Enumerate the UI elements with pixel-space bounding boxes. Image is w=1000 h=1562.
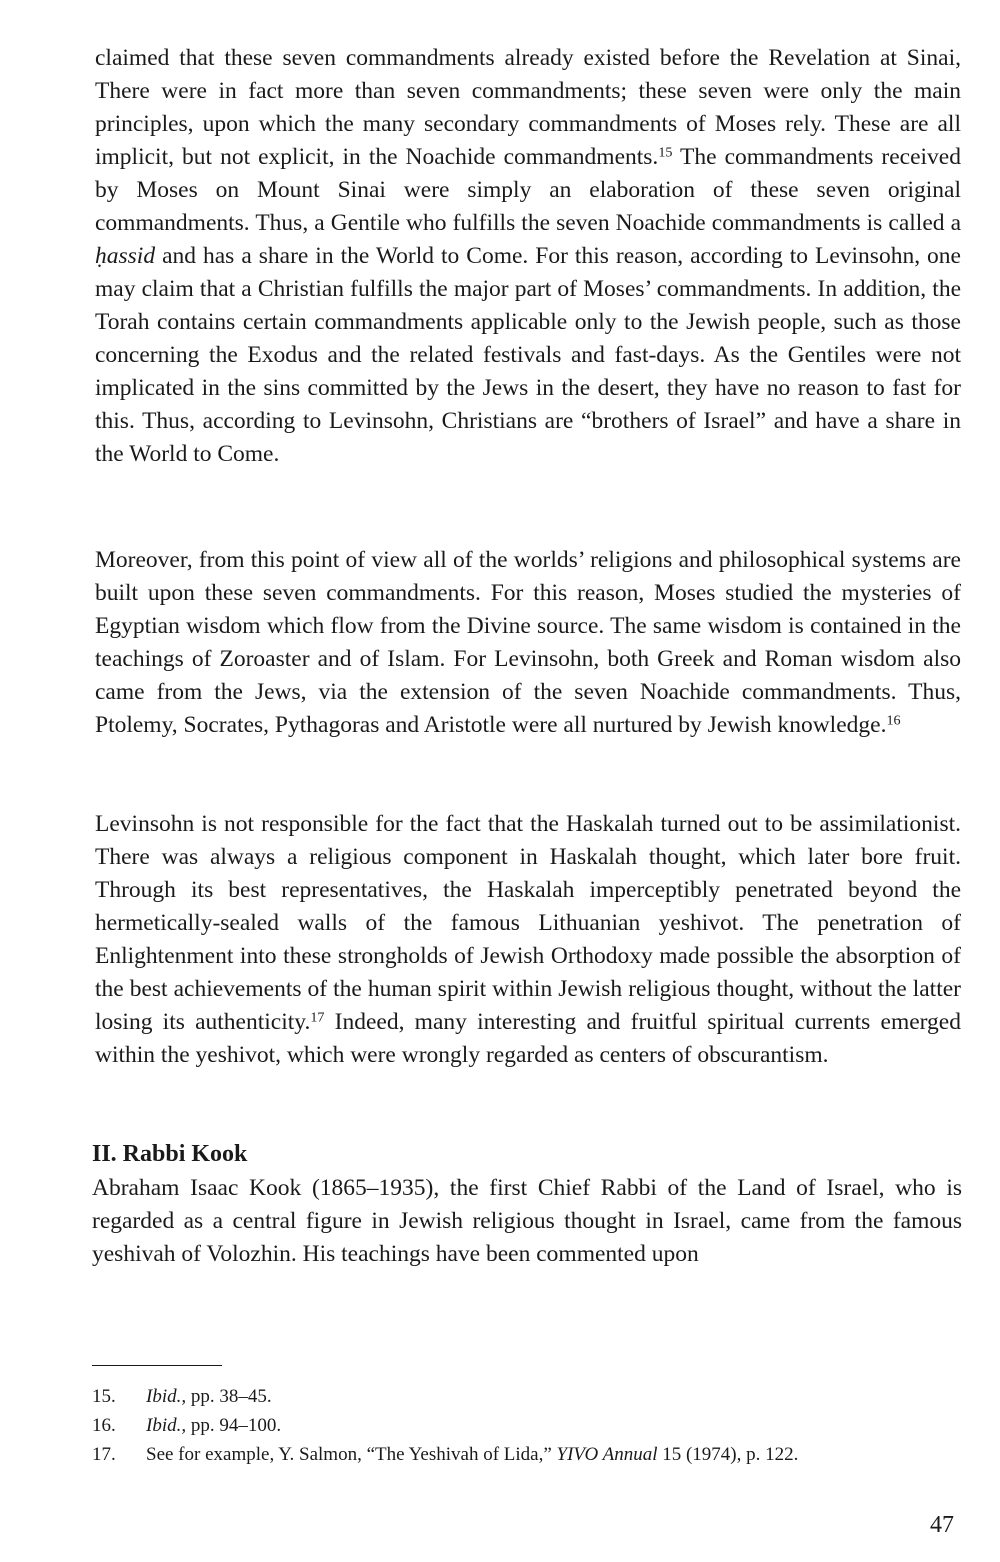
text-run: Levinsohn is not responsible for the fact that the Haskalah turned out to be assimilationist. There was always a religious component in Haskalah thought, which later bore fruit. Through its best representatives, the Haskalah imperceptibly penetrated beyond the hermetically-sealed walls of the famous Lithuanian yeshivot. The penetration of Enlightenment into these strongholds of Jewish Orthodoxy made possible the absorption of the best achievements of the human spirit within Jewish religious thought, without the latter losing its authenticity. [95,811,961,1035]
footnote-reference: 15 [658,144,673,161]
footnote-16 [92,1411,962,1440]
text-run: Indeed, many interesting and fruitful spiritual currents emerged within the yeshivot, which were wrongly regarded as centers of obscurantism. [95,1009,961,1068]
footnotes [92,1382,962,1469]
body-paragraph-3 [95,808,961,1072]
text-run: The commandments received by Moses on Mount Sinai were simply an elaboration of these seven original commandments. Thus, a Gentile who fulfills the seven Noachide commandments is called a [95,144,961,236]
footnote-reference: 17 [310,1009,325,1026]
section-heading: II. Rabbi Kook [92,1141,248,1167]
italic-text: YIVO Annual [556,1444,658,1465]
text-run: Moreover, from this point of view all of the worlds’ religions and philosophical systems are built upon these seven commandments. For this reason, Moses studied the mysteries of Egyptian wisdom which flow from the Divine source. The same wisdom is contained in the teachings of Zoroaster and of Islam. For Levinsohn, both Greek and Roman wisdom also came from the Jews, via the extension of the seven Noachide commandments. Thus, Ptolemy, Socrates, Pythagoras and Aristotle were all nurtured by Jewish knowledge. [95,547,961,738]
body-paragraph-1 [95,42,961,471]
text-run: and has a share in the World to Come. For this reason, according to Levinsohn, one may claim that a Christian fulfills the major part of Moses’ commandments. In addition, the Torah contains certain commandments applicable only to the Jewish people, such as those concerning the Exodus and the related festivals and fast-days. As the Gentiles were not implicated in the sins committed by the Jews in the desert, they have no reason to fast for this. Thus, according to Levinsohn, Christians are “brothers of Israel” and have a share in the World to Come. [95,243,961,467]
footnote-number: 17. [92,1444,116,1465]
page-number: 47 [930,1512,954,1538]
text-run: 15 (1974), p. 122. [657,1444,799,1465]
italic-text: Ibid., [146,1386,187,1407]
footnote-number: 16. [92,1415,116,1436]
footnote-17 [92,1440,962,1469]
footnote-text [146,1382,962,1411]
italic-text: Ibid., [146,1415,187,1436]
text-run: See for example, Y. Salmon, “The Yeshivah of Lida,” [146,1444,557,1465]
italic-text: ḥassid [95,243,156,269]
footnote-divider [92,1365,222,1366]
body-paragraph-2 [95,544,961,742]
text-run: claimed that these seven commandments already existed before the Revelation at Sinai, There were in fact more than seven commandments; these seven were only the main principles, upon which the many secondary commandments of Moses rely. These are all implicit, but not explicit, in the Noachide commandments. [95,45,961,170]
footnote-number: 15. [92,1386,116,1407]
footnote-15 [92,1382,962,1411]
footnote-text [146,1440,962,1469]
section-paragraph: Abraham Isaac Kook (1865–1935), the first Chief Rabbi of the Land of Israel, who is regarded as a central figure in Jewish religious thought in Israel, came from the famous yeshivah of Volozhin. His teachings have been commented upon [92,1175,962,1267]
footnote-text [146,1411,962,1440]
footnote-reference: 16 [886,712,901,729]
text-run: pp. 38–45. [186,1386,272,1407]
text-run: pp. 94–100. [186,1415,282,1436]
